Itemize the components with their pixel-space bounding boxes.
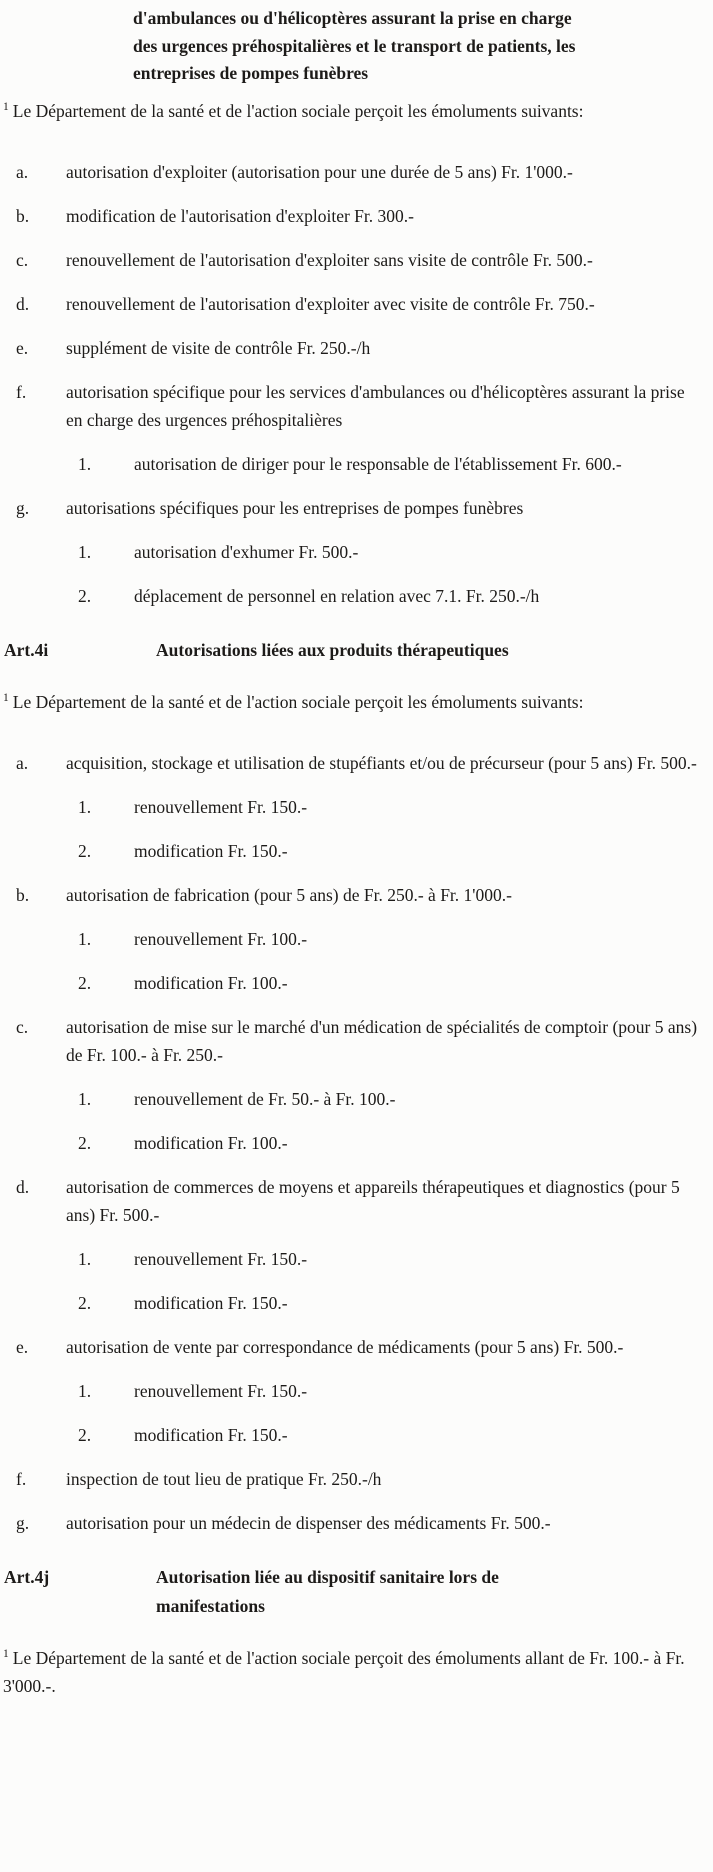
paragraph-intro-4i [3,688,707,716]
item-text: renouvellement de l'autorisation d'exploiter avec visite de contrôle Fr. 750.- [66,293,595,314]
list-subitem-4i-a-1 [3,793,707,821]
item-text: autorisation pour un médecin de dispenser des médicaments Fr. 500.- [66,1513,551,1533]
subitem-text: modification Fr. 150.- [134,841,288,861]
item-marker: e. [16,1337,29,1357]
footnote-superscript: 1 [3,100,9,113]
subitem-text: autorisation d'exhumer Fr. 500.- [134,541,359,562]
article-4j-heading [3,1563,707,1620]
subitem-text: renouvellement Fr. 150.- [134,1381,308,1401]
article-title: Autorisations liées aux produits thérapeutiques [156,639,509,660]
subitem-text: modification Fr. 100.- [134,973,288,993]
item-text: acquisition, stockage et utilisation de stupéfiants et/ou de précurseur (pour 5 ans) Fr. 500.- [66,753,697,773]
list-item-4h-a [3,158,707,186]
subitem-text: renouvellement de Fr. 50.- à Fr. 100.- [134,1089,396,1109]
item-marker: f. [16,1469,27,1489]
list-subitem-4i-b-2 [3,969,707,997]
item-text: inspection de tout lieu de pratique Fr. 250.-/h [66,1469,382,1489]
list-item-4i-f [3,1465,707,1493]
item-marker: a. [16,753,29,773]
subitem-text: modification Fr. 100.- [134,1133,288,1153]
paragraph-text: Le Département de la santé et de l'action sociale perçoit les émoluments suivants: [12,692,584,712]
paragraph-text: Le Département de la santé et de l'action sociale perçoit les émoluments suivants: [12,100,584,121]
article-label: Art.4j [4,1567,50,1587]
subitem-text: autorisation de diriger pour le responsable de l'établissement Fr. 600.- [134,453,622,474]
article-title-line: Autorisation liée au dispositif sanitaire lors de [156,1567,499,1587]
list-subitem-4i-d-2 [3,1289,707,1317]
subitem-text: renouvellement Fr. 150.- [134,797,308,817]
article-title-line: manifestations [156,1595,265,1616]
paragraph-intro-4h [3,97,707,125]
paragraph-intro-4j [3,1644,707,1700]
list-item-4h-d [3,290,707,318]
item-text: autorisation spécifique pour les services d'ambulances ou d'hélicoptères assurant la prise en charge des urgences préhospitalières [66,381,685,430]
article-4h-heading-continuation [133,5,707,88]
item-marker: d. [16,1177,30,1197]
item-marker: a. [16,161,29,182]
list-subitem-4i-e-2 [3,1421,707,1449]
list-item-4i-g [3,1509,707,1537]
subitem-marker: 1. [78,1381,92,1401]
heading-line: des urgences préhospitalières et le transport de patients, les [133,35,576,56]
subitem-marker: 2. [78,1425,92,1445]
subitem-marker: 2. [78,1133,92,1153]
list-item-4i-d [3,1173,707,1229]
subitem-marker: 1. [78,453,92,474]
list-subitem-4h-g-1 [3,538,707,566]
subitem-marker: 1. [78,1249,92,1269]
article-label: Art.4i [4,639,49,660]
item-marker: d. [16,293,30,314]
item-marker: f. [16,381,27,402]
subitem-marker: 2. [78,585,92,606]
list-item-4h-f [3,378,707,434]
item-marker: e. [16,337,29,358]
list-item-4i-a [3,749,707,777]
subitem-text: modification Fr. 150.- [134,1293,288,1313]
item-text: autorisations spécifiques pour les entreprises de pompes funèbres [66,497,524,518]
subitem-marker: 1. [78,797,92,817]
subitem-text: modification Fr. 150.- [134,1425,288,1445]
subitem-marker: 1. [78,929,92,949]
subitem-text: renouvellement Fr. 100.- [134,929,308,949]
list-subitem-4i-e-1 [3,1377,707,1405]
item-text: autorisation de commerces de moyens et appareils thérapeutiques et diagnostics (pour 5 ans) Fr. 500.- [66,1177,680,1225]
list-item-4i-b [3,881,707,909]
item-marker: c. [16,1017,29,1037]
subitem-text: renouvellement Fr. 150.- [134,1249,308,1269]
item-text: autorisation de vente par correspondance de médicaments (pour 5 ans) Fr. 500.- [66,1337,624,1357]
list-item-4i-e [3,1333,707,1361]
heading-line: entreprises de pompes funèbres [133,63,369,83]
paragraph-text: Le Département de la santé et de l'action sociale perçoit des émoluments allant de Fr. 100.- à Fr. 3'000.-. [3,1648,685,1696]
subitem-marker: 1. [78,1089,92,1109]
article-title [156,1563,707,1620]
article-4i-heading [3,636,707,665]
item-marker: c. [16,249,29,270]
item-marker: g. [16,497,30,518]
item-marker: b. [16,205,30,226]
item-text: modification de l'autorisation d'exploiter Fr. 300.- [66,205,414,226]
list-subitem-4i-c-2 [3,1129,707,1157]
list-item-4h-e [3,334,707,362]
subitem-marker: 2. [78,973,92,993]
heading-line: d'ambulances ou d'hélicoptères assurant la prise en charge [133,8,572,28]
item-text: autorisation de mise sur le marché d'un médication de spécialités de comptoir (pour 5 ans) de Fr. 100.- à Fr. 250.- [66,1017,698,1065]
item-text: renouvellement de l'autorisation d'exploiter sans visite de contrôle Fr. 500.- [66,249,593,270]
subitem-marker: 1. [78,541,92,562]
list-item-4h-b [3,202,707,230]
footnote-superscript: 1 [3,692,9,705]
list-subitem-4h-g-2 [3,582,707,610]
list-subitem-4i-a-2 [3,837,707,865]
subitem-marker: 2. [78,841,92,861]
list-item-4i-c [3,1013,707,1069]
subitem-marker: 2. [78,1293,92,1313]
list-subitem-4h-f-1 [3,450,707,478]
item-marker: b. [16,885,30,905]
item-text: autorisation de fabrication (pour 5 ans) de Fr. 250.- à Fr. 1'000.- [66,885,512,905]
footnote-superscript: 1 [3,1648,9,1661]
list-subitem-4i-c-1 [3,1085,707,1113]
subitem-text: déplacement de personnel en relation avec 7.1. Fr. 250.-/h [134,585,540,606]
item-text: autorisation d'exploiter (autorisation pour une durée de 5 ans) Fr. 1'000.- [66,161,573,182]
list-subitem-4i-b-1 [3,925,707,953]
item-marker: g. [16,1513,30,1533]
list-subitem-4i-d-1 [3,1245,707,1273]
list-item-4h-g [3,494,707,522]
list-item-4h-c [3,246,707,274]
item-text: supplément de visite de contrôle Fr. 250.-/h [66,337,371,358]
